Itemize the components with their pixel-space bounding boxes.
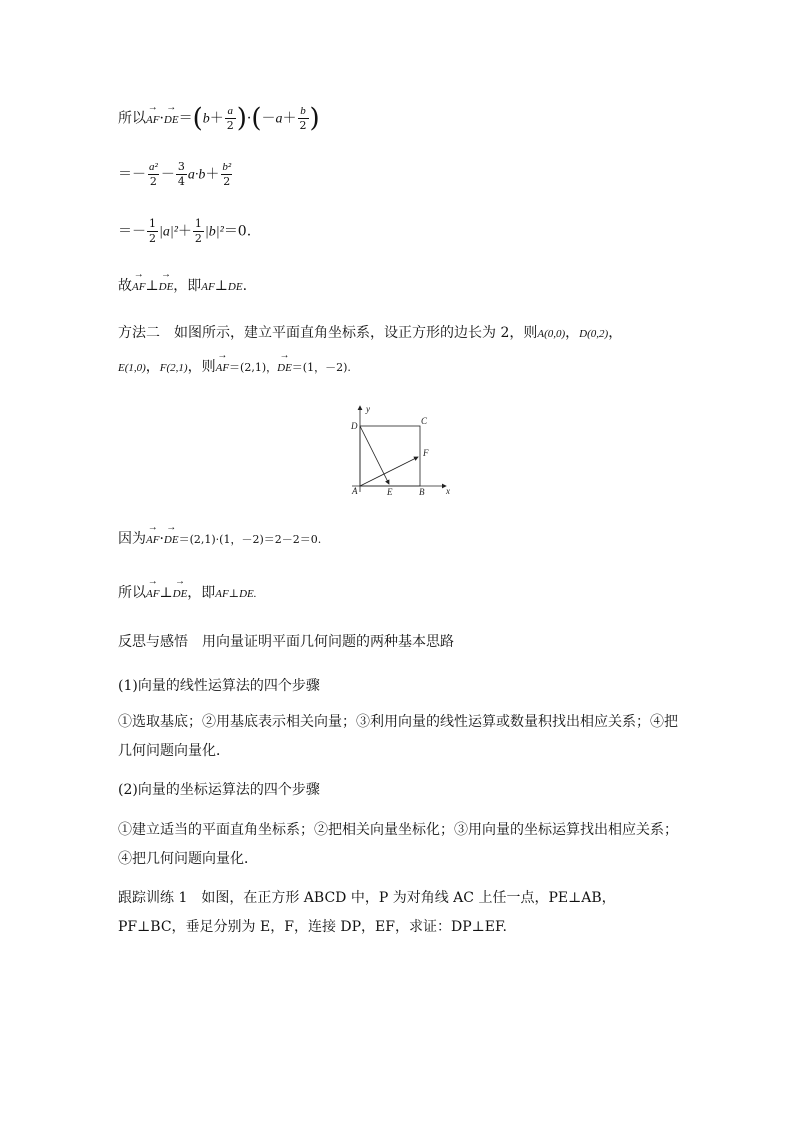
comma: ，: [565, 325, 580, 341]
label-c: C: [421, 416, 428, 426]
vector-af: → AF: [132, 277, 145, 297]
vector-af: → AF: [146, 110, 159, 130]
equals-minus: ＝－: [118, 223, 146, 240]
prefix-text: 故: [118, 278, 132, 294]
abs-a-squared: |a|²: [159, 224, 178, 240]
comma: ，: [608, 325, 623, 341]
step1-title: (1)向量的线性运算法的四个步骤: [118, 678, 320, 694]
dot-op: ·: [159, 110, 164, 127]
equation-line-1: [118, 104, 320, 133]
equation-line-3: [118, 217, 251, 246]
plus: ＋: [209, 110, 224, 127]
denominator: 2: [149, 232, 156, 245]
equation-line-2: [118, 160, 234, 189]
reflection-title: 反思与感悟 用向量证明平面几何问题的两种基本思路: [118, 634, 454, 650]
equals-minus: ＝－: [118, 166, 146, 183]
dot-op: ·: [246, 110, 252, 127]
abs-b-squared: |b|²: [204, 224, 224, 240]
label-x: x: [446, 486, 450, 496]
step2-body: ①建立适当的平面直角坐标系；②把相关向量坐标化；③用向量的坐标运算找出相应关系；④把几何问题向量化．: [118, 822, 678, 867]
prefix-text: 所以: [118, 110, 146, 127]
vector-de: → DE: [277, 358, 292, 378]
fraction-1-over-2: [193, 217, 204, 246]
vector-de-value: ＝(1，－2).: [291, 361, 351, 374]
period: .: [242, 278, 248, 294]
paren-open: (: [251, 103, 262, 134]
plus: ＋: [205, 166, 220, 183]
connector-text: ，则: [187, 359, 216, 375]
segment-af: [360, 457, 418, 486]
vector-de: → DE: [164, 110, 179, 130]
vector-af: → AF: [146, 530, 159, 550]
label-f: F: [423, 448, 429, 458]
paren-open: (: [192, 103, 203, 134]
perp-symbol: ⊥: [214, 278, 228, 294]
perp-symbol: ⊥: [159, 585, 173, 601]
denominator: 2: [194, 232, 202, 245]
minus: －: [261, 110, 276, 127]
denominator: 2: [149, 175, 157, 188]
fraction-a2-over-2: [147, 160, 160, 189]
equals: ＝: [178, 110, 193, 127]
fraction-b-over-2: [298, 104, 309, 133]
fraction-a-over-2: [225, 104, 236, 133]
numerator: 1: [194, 217, 202, 230]
exercise-text: 跟踪训练 1 如图，在正方形 ABCD 中，P 为对角线 AC 上任一点，PE⊥AB，PF⊥BC，垂足分别为 E，F，连接 DP，EF，求证：DP⊥EF.: [118, 890, 616, 935]
point-a: A(0,0): [537, 328, 566, 340]
vector-de: → DE: [173, 584, 188, 604]
segment-de: DE: [227, 281, 243, 293]
method2-intro: 方法二 如图所示，建立平面直角坐标系，设正方形的边长为 2，则: [118, 325, 538, 341]
label-y: y: [366, 404, 370, 414]
equals-zero: ＝0.: [223, 223, 252, 240]
paren-close: ): [236, 103, 247, 134]
point-f: F(2,1): [159, 362, 188, 374]
fraction-b2-over-2: [220, 160, 233, 189]
numerator: 1: [149, 217, 156, 230]
conclusion-text: AF⊥DE.: [215, 588, 257, 600]
paren-close: ): [309, 103, 320, 134]
plus: ＋: [282, 110, 297, 127]
dot-product-result: ＝(2,1)·(1，－2)＝2－2＝0.: [178, 533, 322, 546]
numerator: a: [227, 105, 233, 117]
method2-line-1: [118, 323, 622, 344]
method2-line-2: [118, 357, 351, 378]
vector-af-value: ＝(2,1)，: [229, 361, 278, 374]
because-line: [118, 529, 321, 550]
label-b: B: [419, 487, 425, 497]
connector-text: ，即: [173, 278, 202, 294]
label-a: A: [352, 486, 358, 496]
prefix-text: 所以: [118, 585, 146, 601]
fraction-3-over-4: [176, 160, 187, 189]
step1-body: ①选取基底；②用基底表示相关向量；③利用向量的线性运算或数量积找出相应关系；④把几何问题向量化．: [118, 714, 678, 759]
perp-symbol: ⊥: [145, 278, 159, 294]
denominator: 2: [226, 119, 234, 132]
segment-de: [360, 426, 389, 484]
var-b: b: [202, 111, 210, 127]
label-d: D: [351, 421, 358, 431]
point-d: D(0,2): [579, 328, 609, 340]
minus: －: [160, 166, 175, 183]
numerator: b: [300, 105, 306, 117]
fraction-1-over-2: [147, 217, 158, 246]
label-e: E: [387, 487, 393, 497]
vector-de: → DE: [164, 530, 179, 550]
denominator: 2: [223, 175, 231, 188]
segment-af: AF: [201, 281, 215, 293]
prefix-text: 因为: [118, 531, 146, 547]
vector-af: → AF: [146, 584, 159, 604]
term-ab: a·b: [187, 167, 206, 183]
denominator: 4: [177, 175, 185, 188]
numerator: 3: [177, 160, 185, 173]
so-line: [118, 583, 257, 604]
conclusion-line: [118, 276, 247, 297]
var-a: a: [275, 111, 283, 127]
comma: ，: [145, 359, 160, 375]
square-abcd: [360, 426, 420, 486]
connector-text: ，即: [187, 585, 216, 601]
numerator: a²: [149, 161, 158, 173]
point-e: E(1,0): [118, 362, 146, 374]
step2-title: (2)向量的坐标运算法的四个步骤: [118, 782, 320, 798]
vector-af: → AF: [216, 358, 229, 378]
coordinate-figure: [342, 400, 460, 500]
vector-de: → DE: [159, 277, 174, 297]
denominator: 2: [299, 119, 307, 132]
plus: ＋: [177, 223, 192, 240]
dot-op: ·: [159, 531, 164, 547]
numerator: b²: [222, 161, 232, 173]
